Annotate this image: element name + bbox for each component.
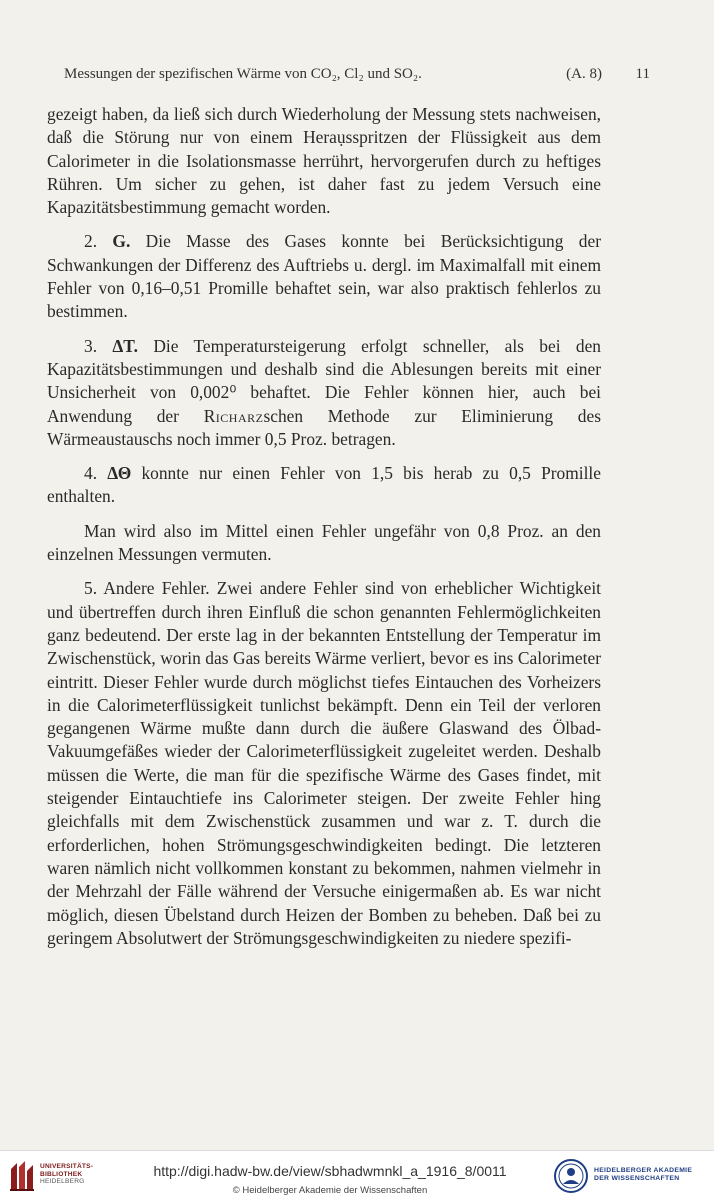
body-text bbox=[47, 103, 601, 961]
running-title: Messungen der spezifischen Wärme von CO₂, Cl₂ und SO₂. bbox=[64, 66, 422, 82]
paragraph-4-text: konnte nur einen Fehler von 1,5 bis herab zu 0,5 Promille enthalten. bbox=[47, 463, 601, 507]
library-line-1: UNIVERSITÄTS- bbox=[40, 1163, 94, 1170]
library-line-3: HEIDELBERG bbox=[40, 1178, 85, 1186]
symbol-delta-theta: ΔΘ bbox=[107, 463, 132, 484]
academy-line-1: HEIDELBERGER AKADEMIE bbox=[594, 1167, 693, 1174]
academy-line-2: DER WISSENSCHAFTEN bbox=[594, 1175, 680, 1182]
paragraph-2-text: Die Masse des Gases konnte bei Berücksichtigung der Schwankungen der Differenz des Auftriebs u. dergl. im Maximalfall mit einem Fehler von 0,16–0,51 Promille behaftet sein, war also praktisch fehlerlos zu bestimmen. bbox=[47, 231, 601, 322]
paragraph-3-text-b: Methode zur Eliminierung des Wärmeaustauschs noch immer 0,5 Proz. betragen. bbox=[47, 405, 601, 449]
permalink-url[interactable]: http://digi.hadw-bw.de/view/sbhadwmnkl_a_1916_8/0011 bbox=[153, 1163, 507, 1179]
paragraph-3-text-a: Die Temperatursteigerung erfolgt schneller, als bei den Kapazitätsbestimmungen und deshalb sind die Ablesungen bereits mit einer Unsicherheit von 0,002⁰ behaftet. Die Fehler können hier, auch bei Anwendung der bbox=[47, 335, 601, 426]
university-library-logo-icon bbox=[8, 1159, 36, 1193]
section-ref: (A. 8) bbox=[566, 66, 602, 82]
paragraph-3 bbox=[47, 335, 601, 451]
library-line-2: BIBLIOTHEK bbox=[40, 1170, 83, 1178]
symbol-delta-t: ΔT. bbox=[112, 335, 138, 356]
author-suffix: schen bbox=[263, 405, 304, 426]
symbol-G: G. bbox=[112, 231, 131, 252]
author-name: Richarz bbox=[203, 405, 264, 426]
running-head bbox=[64, 66, 650, 83]
paragraph-2 bbox=[47, 230, 601, 323]
item-number: 3. bbox=[84, 335, 98, 356]
item-number: 5. bbox=[84, 578, 98, 599]
academy-seal-icon bbox=[553, 1158, 589, 1194]
academy-name bbox=[594, 1167, 692, 1183]
paragraph-5: Man wird also im Mittel einen Fehler ungefähr von 0,8 Proz. an den einzelnen Messungen vermuten. bbox=[47, 520, 601, 565]
university-library-name bbox=[40, 1163, 93, 1186]
copyright-notice: © Heidelberger Akademie der Wissenschaften bbox=[232, 1185, 428, 1196]
paragraph-6-text: Andere Fehler. Zwei andere Fehler sind von erheblicher Wichtigkeit und übertreffen durch ihren Einfluß die schon genannten Fehlermöglichkeiten ganz bedeutend. Der erste lag in der bekannten Entstellung der Temperatur im Zwischenstück, worin das Gas bereits Wärme verliert, bevor es ins Calorimeter eintritt. Dieser Fehler wurde durch möglichst tiefes Eintauchen des Vorheizers in die Calorimeterflüssigkeit tunlichst bekämpft. Denn ein Teil der verloren gegangenen Wärme mußte dann durch die äußere Glaswand des Ölbad-Vakuumgefäßes wieder der Calorimeterflüssigkeit zugeleitet werden. Deshalb müssen die Werte, die man für die spezifische Wärme des Gases findet, mit steigender Eintauchtiefe ins Calorimeter steigen. Der zweite Fehler hing gleichfalls mit dem Zwischenstück zusammen und war z. T. durch die erforderlichen, hohen Strömungsgeschwindigkeiten bedingt. Die letzteren waren nämlich nicht vollkommen konstant zu bekommen, nahmen vielmehr in der Mehrzahl der Fälle während der Versuche einigermaßen ab. Es war nicht möglich, diesen Übelstand durch Heizen der Bomben zu beheben. Daß bei zu geringem Absolutwert der Strömungsgeschwindigkeiten zu niedere spezifi- bbox=[47, 578, 601, 948]
page-number: 11 bbox=[635, 66, 650, 82]
item-number: 4. bbox=[84, 463, 98, 484]
footer-bar bbox=[0, 1150, 714, 1203]
paragraph-4 bbox=[47, 462, 601, 509]
item-number: 2. bbox=[84, 231, 98, 252]
paragraph-6 bbox=[47, 577, 601, 950]
paragraph-1: gezeigt haben, da ließ sich durch Wiederholung der Messung stets nachweisen, daß die Störung nur von einem Heraụsspritzen der Flüssigkeit aus dem Calorimeter in die Isolationsmasse herrührt, hervorgerufen durch zu heftiges Rühren. Um sicher zu gehen, ist daher fast zu jedem Versuch eine Kapazitätsbestimmung gemacht worden. bbox=[47, 104, 601, 218]
